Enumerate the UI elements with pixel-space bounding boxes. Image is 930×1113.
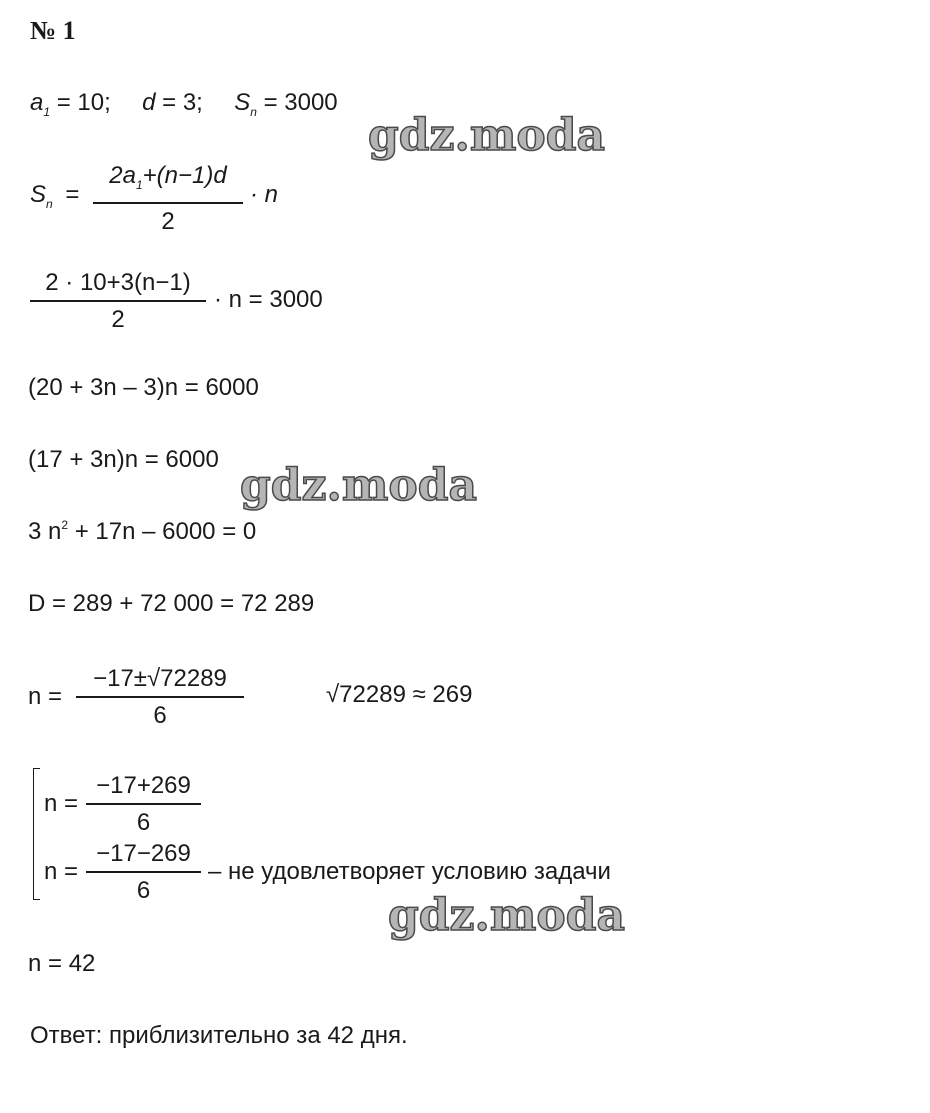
case2-lhs: n = bbox=[44, 858, 79, 885]
task-number: № 1 bbox=[30, 16, 76, 45]
case2-numerator: −17−269 bbox=[96, 840, 191, 867]
case1-fraction bbox=[86, 772, 201, 837]
formula-tail: · n bbox=[250, 181, 279, 208]
discriminant-line: D = 289 + 72 000 = 72 289 bbox=[28, 590, 315, 617]
substitution-tail: · n = 3000 bbox=[214, 286, 323, 313]
substitution-fraction bbox=[30, 269, 206, 334]
formula-denominator: 2 bbox=[161, 207, 175, 235]
given-line bbox=[30, 89, 338, 119]
case2-fraction bbox=[86, 840, 201, 905]
quadratic-equation bbox=[28, 518, 256, 546]
sqrt-evaluation: √72289 ≈ 269 bbox=[326, 681, 473, 708]
a1-symbol: a bbox=[30, 89, 44, 116]
roots-numerator: −17±√72289 bbox=[93, 665, 227, 692]
substitution-numerator: 2 · 10+3(n−1) bbox=[45, 269, 191, 296]
quadratic-exponent: 2 bbox=[61, 518, 69, 532]
sn-subscript: n bbox=[250, 105, 257, 119]
formula-s: S bbox=[30, 181, 47, 208]
d-value: = 3; bbox=[162, 89, 203, 116]
sn-symbol: S bbox=[234, 89, 251, 116]
roots-fraction bbox=[76, 665, 244, 730]
watermark-1: gdz.moda bbox=[368, 110, 606, 161]
watermark-2: gdz.moda bbox=[240, 460, 478, 511]
line-expand: (20 + 3n – 3)n = 6000 bbox=[28, 374, 259, 401]
case2-note: – не удовлетворяет условию задачи bbox=[208, 858, 611, 885]
formula-s-sub: n bbox=[46, 197, 53, 211]
formula-lhs bbox=[30, 181, 79, 211]
case1-denominator: 6 bbox=[136, 808, 151, 836]
formula-eq: = bbox=[65, 181, 80, 208]
substitution-denominator: 2 bbox=[111, 305, 125, 333]
a1-value: = 10; bbox=[56, 89, 111, 116]
quadratic-lead: 3 n bbox=[28, 518, 62, 545]
cases-bracket bbox=[33, 768, 40, 900]
case1-numerator: −17+269 bbox=[96, 772, 191, 799]
line-simplify: (17 + 3n)n = 6000 bbox=[28, 446, 219, 473]
d-symbol: d bbox=[142, 89, 156, 116]
roots-denominator: 6 bbox=[153, 701, 167, 729]
a1-subscript: 1 bbox=[43, 105, 51, 119]
result-line: n = 42 bbox=[28, 950, 96, 977]
case2-denominator: 6 bbox=[136, 876, 151, 904]
watermark-3: gdz.moda bbox=[388, 890, 626, 941]
sn-value: = 3000 bbox=[263, 89, 338, 116]
answer-line: Ответ: приблизительно за 42 дня. bbox=[30, 1022, 408, 1049]
formula-numerator: $2a_1+(n-1)d$ bbox=[109, 162, 227, 192]
quadratic-rest: + 17n – 6000 = 0 bbox=[68, 518, 257, 545]
roots-lhs: n = bbox=[28, 683, 63, 710]
formula-fraction bbox=[93, 162, 243, 236]
case1-lhs: n = bbox=[44, 790, 79, 817]
